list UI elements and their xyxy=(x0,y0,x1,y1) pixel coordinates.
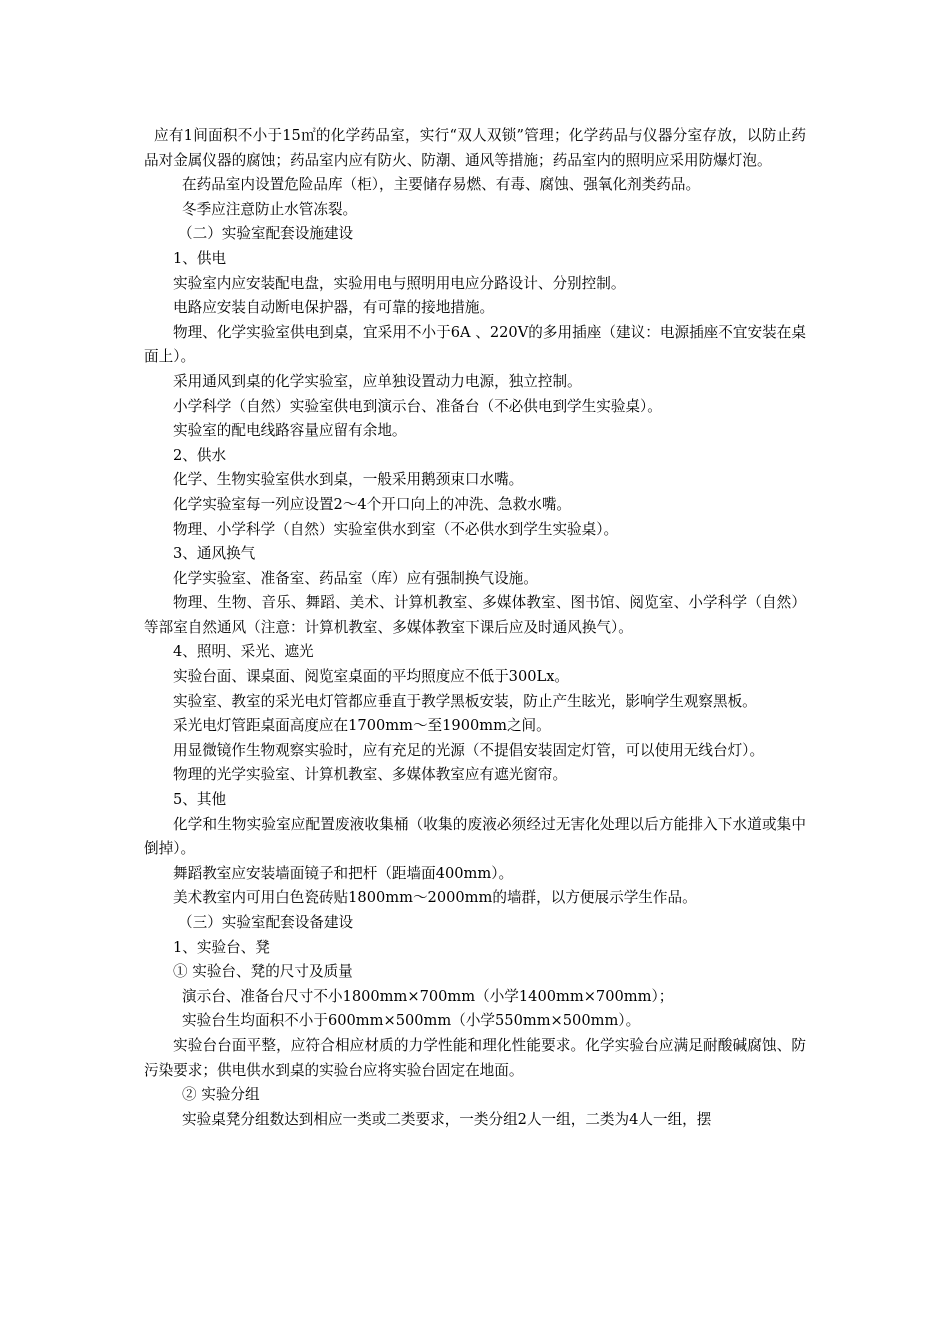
paragraph: 实验台生均面积不小于600mm×500mm（小学550mm×500mm）。 xyxy=(182,1012,641,1030)
paragraph: 舞蹈教室应安装墙面镜子和把杆（距墙面400mm）。 xyxy=(173,864,514,882)
subsection-heading: 5、其他 xyxy=(173,791,227,809)
subsection-heading: 1、实验台、凳 xyxy=(173,938,270,956)
subsection-heading: 2、供水 xyxy=(173,446,227,464)
paragraph: 实验室、教室的采光电灯管都应垂直于教学黑板安装，防止产生眩光，影响学生观察黑板。 xyxy=(173,692,757,710)
paragraph: 冬季应注意防止水管冻裂。 xyxy=(182,200,358,218)
paragraph: 小学科学（自然）实验室供电到演示台、准备台（不必供电到学生实验桌）。 xyxy=(173,397,662,415)
paragraph: 实验室内应安装配电盘，实验用电与照明用电应分路设计、分别控制。 xyxy=(173,274,626,292)
paragraph: 化学实验室、准备室、药品室（库）应有强制换气设施。 xyxy=(173,569,538,587)
paragraph: 采用通风到桌的化学实验室，应单独设置动力电源，独立控制。 xyxy=(173,372,582,390)
paragraph: 化学实验室每一列应设置2～4个开口向上的冲洗、急救水嘴。 xyxy=(173,495,572,513)
paragraph: 实验台台面平整，应符合相应材质的力学性能和理化性能要求。化学实验台应满足耐酸碱腐蚀、防污染要求；供电供水到桌的实验台应将实验台固定在地面。 xyxy=(144,1036,806,1079)
section-heading: （二）实验室配套设施建设 xyxy=(178,225,354,243)
list-heading: ② 实验分组 xyxy=(182,1086,260,1104)
section-heading: （三）实验室配套设备建设 xyxy=(178,914,354,931)
subsection-heading: 3、通风换气 xyxy=(173,545,256,563)
document-page xyxy=(144,124,806,1132)
list-heading: ① 实验台、凳的尺寸及质量 xyxy=(173,963,353,981)
paragraph: 物理、小学科学（自然）实验室供水到室（不必供水到学生实验桌）。 xyxy=(173,520,619,538)
paragraph: 应有1间面积不小于15㎡的化学药品室，实行“双人双锁”管理；化学药品与仪器分室存放，以防止药品对金属仪器的腐蚀；药品室内应有防火、防潮、通风等措施；药品室内的照明应采用防爆灯泡。 xyxy=(144,127,806,169)
paragraph: 实验室的配电线路容量应留有余地。 xyxy=(173,422,407,440)
paragraph: 化学、生物实验室供水到桌，一般采用鹅颈束口水嘴。 xyxy=(173,471,524,489)
paragraph: 在药品室内设置危险品库（柜），主要储存易燃、有毒、腐蚀、强氧化剂类药品。 xyxy=(182,176,701,194)
paragraph: 实验桌凳分组数达到相应一类或二类要求，一类分组2人一组，二类为4人一组，摆 xyxy=(182,1110,712,1128)
paragraph: 用显微镜作生物观察实验时，应有充足的光源（不提倡安装固定灯管，可以使用无线台灯）。 xyxy=(173,741,765,759)
paragraph: 实验台面、课桌面、阅览室桌面的平均照度应不低于300Lx。 xyxy=(173,668,570,686)
paragraph: 物理的光学实验室、计算机教室、多媒体教室应有遮光窗帘。 xyxy=(173,766,568,784)
paragraph: 物理、化学实验室供电到桌，宜采用不小于6A 、220V的多用插座（建议：电源插座不宜安装在桌面上）。 xyxy=(144,323,806,366)
paragraph: 化学和生物实验室应配置废液收集桶（收集的废液必须经过无害化处理以后方能排入下水道或集中倒掉）。 xyxy=(144,815,806,858)
paragraph: 物理、生物、音乐、舞蹈、美术、计算机教室、多媒体教室、图书馆、阅览室、小学科学（自然）等部室自然通风（注意：计算机教室、多媒体教室下课后应及时通风换气）。 xyxy=(144,594,806,636)
subsection-heading: 4、照明、采光、遮光 xyxy=(173,643,314,661)
paragraph: 采光电灯管距桌面高度应在1700mm～至1900mm之间。 xyxy=(173,717,551,735)
paragraph: 电路应安装自动断电保护器，有可靠的接地措施。 xyxy=(173,299,495,317)
paragraph: 美术教室内可用白色瓷砖贴1800mm～2000mm的墙群，以方便展示学生作品。 xyxy=(173,889,697,907)
subsection-heading: 1、供电 xyxy=(173,249,227,267)
paragraph: 演示台、准备台尺寸不小1800mm×700mm（小学1400mm×700mm）； xyxy=(182,987,674,1005)
